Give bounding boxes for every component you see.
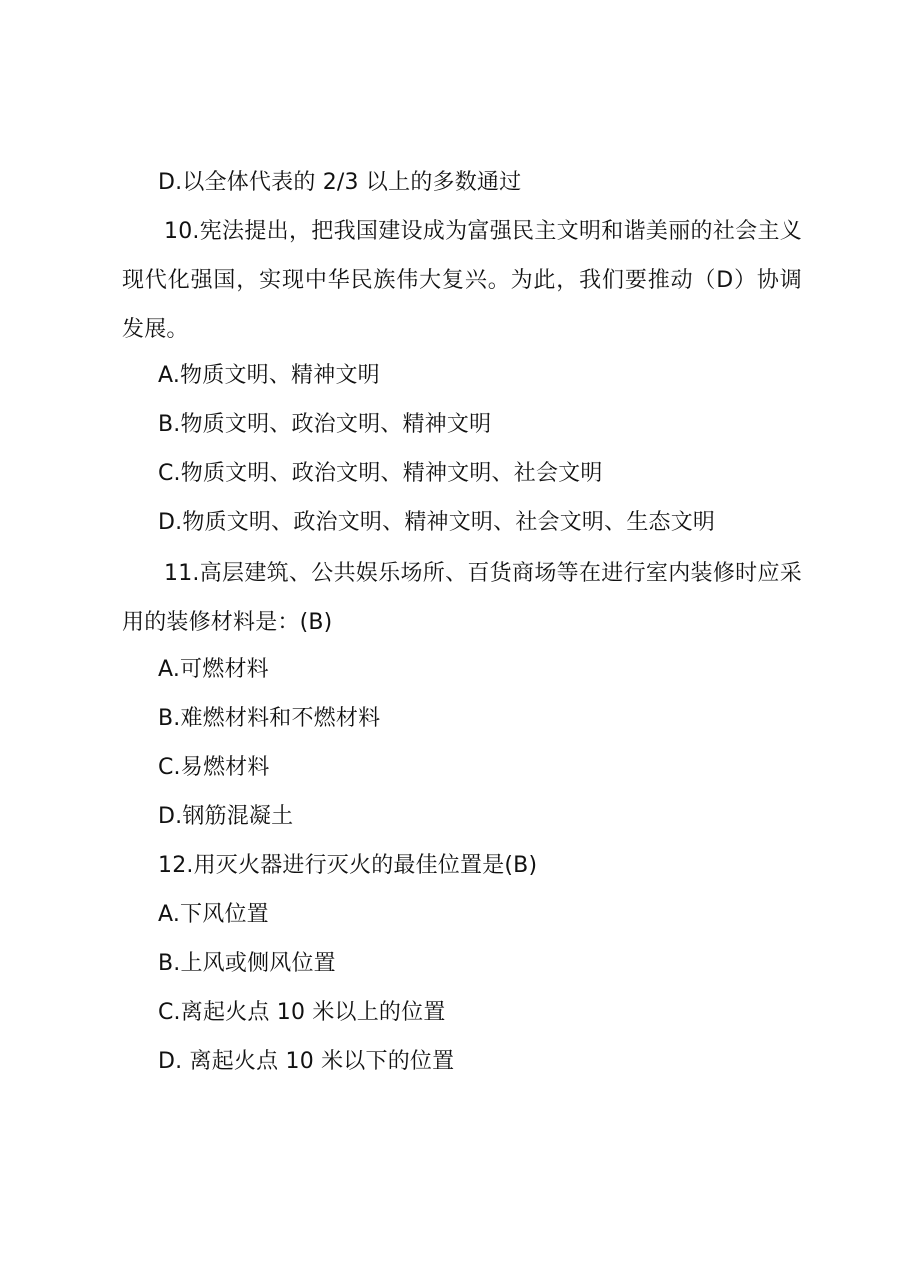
option-b-q12: B.上风或侧风位置: [158, 951, 336, 976]
option-c-q11: C.易燃材料: [158, 755, 270, 780]
option-a-q11: A.可燃材料: [158, 657, 269, 682]
option-b-q10: B.物质文明、政治文明、精神文明: [158, 412, 492, 437]
option-d-q9: D.以全体代表的 2/3 以上的多数通过: [158, 170, 522, 195]
option-d-q12: D. 离起火点 10 米以下的位置: [158, 1049, 455, 1074]
option-a-q12: A.下风位置: [158, 902, 269, 927]
option-d-q10: D.物质文明、政治文明、精神文明、社会文明、生态文明: [158, 510, 716, 535]
question-12: 12.用灭火器进行灭火的最佳位置是(B): [158, 853, 538, 878]
option-b-q11: B.难燃材料和不燃材料: [158, 706, 381, 731]
question-10: 10.宪法提出，把我国建设成为富强民主文明和谐美丽的社会主义现代化强国，实现中华民族伟大复兴。为此，我们要推动（D）协调发展。: [122, 219, 802, 342]
question-11: 11.高层建筑、公共娱乐场所、百货商场等在进行室内装修时应采用的装修材料是：(B): [122, 561, 802, 635]
option-c-q10: C.物质文明、政治文明、精神文明、社会文明: [158, 461, 603, 486]
option-d-q11: D.钢筋混凝土: [158, 804, 294, 829]
option-a-q10: A.物质文明、精神文明: [158, 363, 380, 388]
option-c-q12: C.离起火点 10 米以上的位置: [158, 1000, 446, 1025]
